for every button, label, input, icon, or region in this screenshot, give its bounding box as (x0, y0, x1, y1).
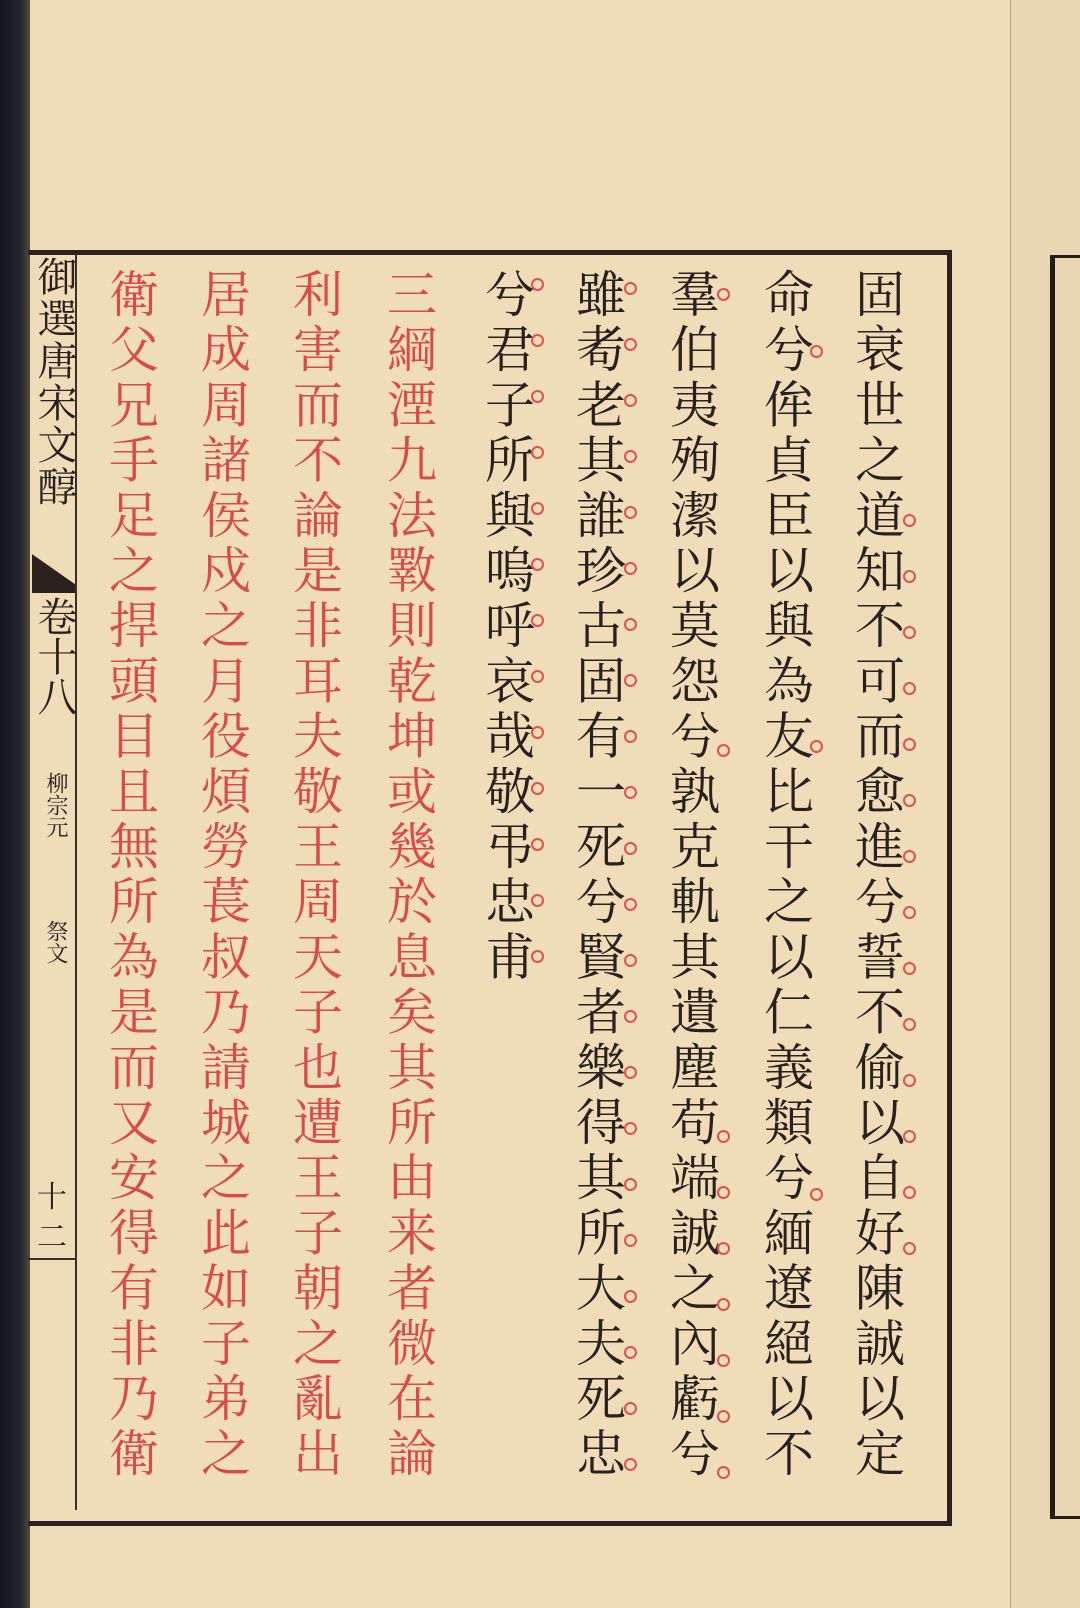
circle-mark (903, 1186, 916, 1199)
circle-mark (810, 740, 823, 753)
margin-page-number: 十二 (28, 1178, 76, 1260)
circle-mark (531, 614, 544, 627)
circle-mark (624, 1290, 637, 1303)
circle-mark (624, 1066, 637, 1079)
circle-mark (624, 562, 637, 575)
circle-mark (717, 288, 730, 301)
adjacent-page-border (1050, 255, 1080, 1519)
circle-mark (624, 954, 637, 967)
text-column-1: 固衰世之道知不可而愈進兮誓不偷以自好陳誠以定 (847, 268, 905, 1483)
circle-mark (531, 782, 544, 795)
circle-mark (624, 1346, 637, 1359)
circle-mark (624, 506, 637, 519)
margin-author: 柳宗元 (43, 772, 68, 838)
book-spine (0, 0, 30, 1608)
circle-mark (531, 950, 544, 963)
circle-mark (531, 894, 544, 907)
circle-mark (903, 682, 916, 695)
circle-mark (531, 502, 544, 515)
circle-mark (903, 850, 916, 863)
circle-mark (903, 1018, 916, 1031)
circle-mark (717, 1466, 730, 1479)
commentary-column-4: 衛父兄手足之捍頭目且無所為是而又安得有非乃衛 (101, 268, 159, 1483)
circle-mark (903, 1242, 916, 1255)
circle-mark (717, 1130, 730, 1143)
circle-mark (903, 1130, 916, 1143)
commentary-column-1: 三綱湮九法斁則乾坤或幾於息矣其所由来者微在論 (379, 268, 437, 1483)
circle-mark (717, 1186, 730, 1199)
circle-mark (810, 345, 823, 358)
circle-mark (717, 744, 730, 757)
circle-mark (624, 1122, 637, 1135)
circle-mark (624, 674, 637, 687)
text-column-4: 雖耇老其誰珍古固有一死兮賢者樂得其所大夫死忠 (568, 268, 626, 1483)
circle-mark (624, 786, 637, 799)
circle-mark (903, 570, 916, 583)
circle-mark (624, 394, 637, 407)
circle-mark (624, 1234, 637, 1247)
margin-volume: 卷十八 (31, 596, 77, 716)
circle-mark (903, 626, 916, 639)
circle-mark (624, 1178, 637, 1191)
circle-mark (531, 838, 544, 851)
margin-book-title: 御選唐宋文醇 (31, 256, 77, 508)
circle-mark (624, 1402, 637, 1415)
text-column-5: 兮君子所與嗚呼哀哉敬弔忠甫 (477, 268, 535, 986)
circle-mark (531, 278, 544, 291)
circle-mark (717, 1242, 730, 1255)
circle-mark (903, 962, 916, 975)
circle-mark (531, 726, 544, 739)
text-column-2: 命兮侔貞臣以與為友比干之以仁義類兮緬遼絕以不 (756, 268, 814, 1483)
circle-mark (531, 446, 544, 459)
circle-mark (531, 334, 544, 347)
circle-mark (903, 514, 916, 527)
circle-mark (624, 1458, 637, 1471)
circle-mark (531, 558, 544, 571)
circle-mark (903, 794, 916, 807)
circle-mark (624, 338, 637, 351)
fishtail-mark (32, 553, 75, 593)
circle-mark (624, 842, 637, 855)
circle-mark (903, 738, 916, 751)
circle-mark (903, 1074, 916, 1087)
circle-mark (624, 898, 637, 911)
commentary-column-3: 居成周諸侯戍之月役煩勞萇叔乃請城之此如子弟之 (193, 268, 251, 1483)
circle-mark (624, 618, 637, 631)
circle-mark (717, 1410, 730, 1423)
circle-mark (624, 450, 637, 463)
circle-mark (903, 906, 916, 919)
circle-mark (624, 730, 637, 743)
circle-mark (624, 1010, 637, 1023)
circle-mark (717, 1298, 730, 1311)
circle-mark (531, 670, 544, 683)
circle-mark (810, 1188, 823, 1201)
circle-mark (717, 1354, 730, 1367)
circle-mark (531, 390, 544, 403)
text-column-3: 羣伯夷殉潔以莫怨兮孰克軌其遺塵苟端誠之內虧兮 (662, 268, 720, 1483)
margin-genre: 祭文 (43, 920, 68, 964)
commentary-column-2: 利害而不論是非耳夫敬王周天子也遭王子朝之亂出 (285, 268, 343, 1483)
circle-mark (624, 282, 637, 295)
